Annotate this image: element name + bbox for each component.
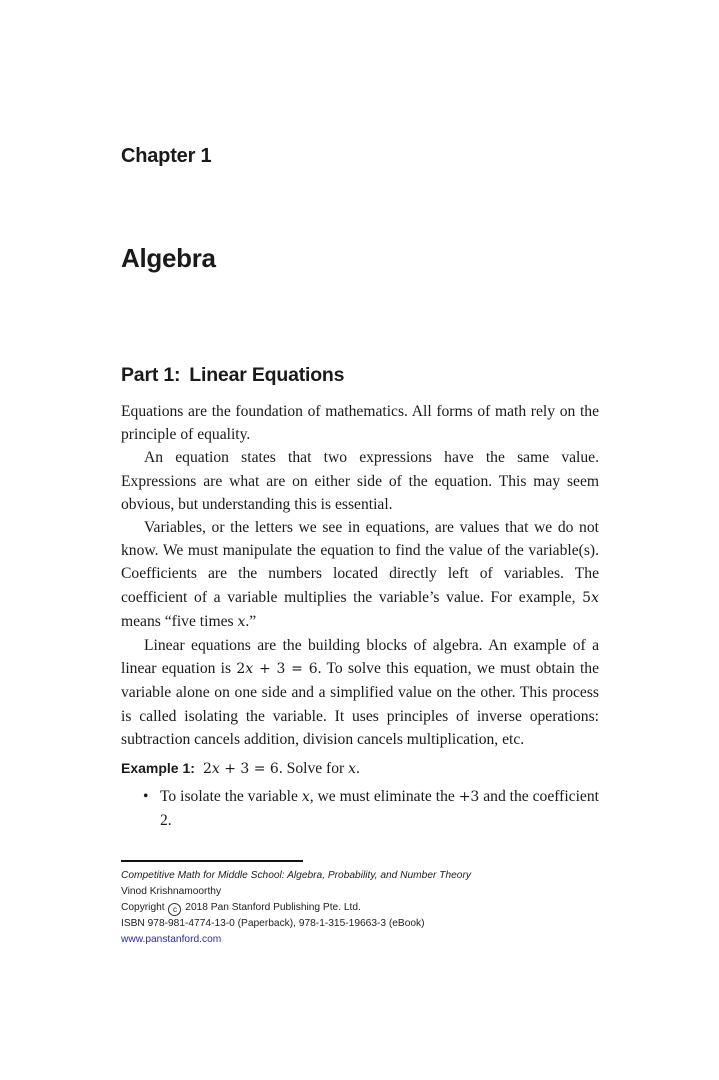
example-label: Example 1: xyxy=(121,760,195,777)
math-equation: 2x + 3 = 6 xyxy=(236,661,318,678)
section-heading xyxy=(121,364,344,387)
chapter-title: Algebra xyxy=(121,243,216,273)
section-number: Part 1: xyxy=(121,364,181,386)
example-block: Example 1: 2x + 3 = 6. Solve for x. • To isolate the variable x, we must eliminate the +3 and the coefficient 2. xyxy=(121,757,599,833)
chapter-label: Chapter 1 xyxy=(121,145,212,167)
list-item: • To isolate the variable x, we must eliminate the +3 and the coefficient 2. xyxy=(160,785,599,832)
copyright-footer xyxy=(121,868,471,948)
bullet-icon: • xyxy=(143,788,149,806)
example-equation: 2x + 3 = 6 xyxy=(202,761,279,778)
isbn-line: ISBN 978-981-4774-13-0 (Paperback), 978-1-315-19663-3 (eBook) xyxy=(121,918,425,929)
example-steps xyxy=(121,785,599,832)
body-text xyxy=(121,400,599,833)
paragraph-4: Linear equations are the building blocks of algebra. An example of a linear equation is 2x + 3 = 6. To solve this equation, we must obtain the variable alone on one side and a simplified value on the other. This process is called isolating the variable. It uses principles of inverse operations: subtraction cancels addition, division cancels multiplication, etc. xyxy=(121,637,599,748)
section-title: Linear Equations xyxy=(189,364,345,386)
math-variable: x xyxy=(237,613,246,630)
copyright-line: Copyright c 2018 Pan Stanford Publishing Pte. Ltd. xyxy=(121,902,361,914)
author-name: Vinod Krishnamoorthy xyxy=(121,886,222,897)
copyright-icon: c xyxy=(168,903,181,916)
math-expression: 5x xyxy=(582,589,599,606)
paragraph-2: An equation states that two expressions have the same value. Expressions are what are on either side of the equation. This may seem obvious, but understanding this is essential. xyxy=(121,449,599,513)
footnote-divider xyxy=(121,860,303,862)
paragraph-1: Equations are the foundation of mathematics. All forms of math rely on the principle of equality. xyxy=(121,403,599,444)
paragraph-3: Variables, or the letters we see in equations, are values that we do not know. We must manipulate the equation to find the value of the variable(s). Coefficients are the numbers located directly left of variables. The coefficient of a variable multiplies the variable’s value. For example, 5x means “five times x.” xyxy=(121,519,599,630)
publisher-link[interactable]: www.panstanford.com xyxy=(121,934,222,945)
book-title: Competitive Math for Middle School: Algebra, Probability, and Number Theory xyxy=(121,870,471,881)
